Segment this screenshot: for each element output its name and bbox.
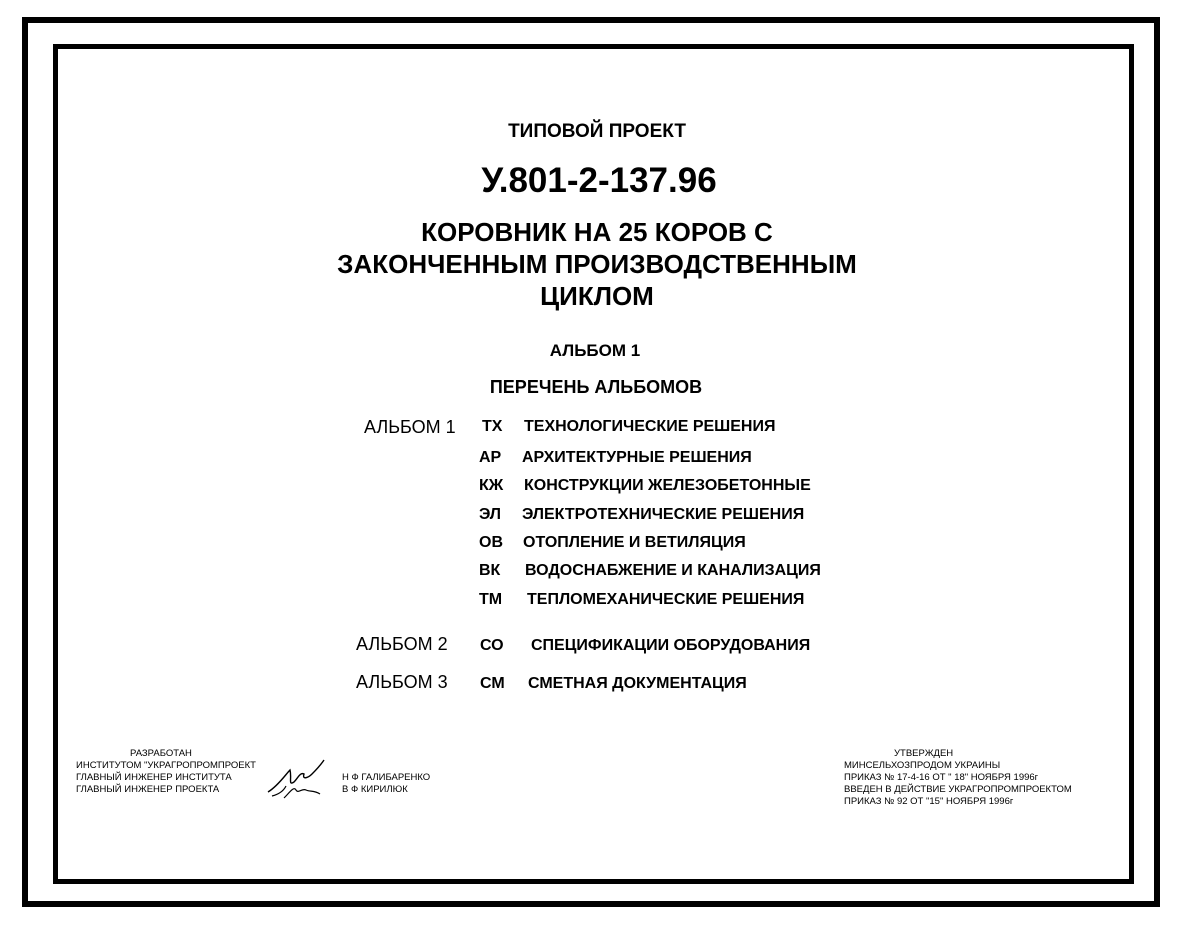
section-code: КЖ bbox=[479, 477, 504, 494]
section-name: ВОДОСНАБЖЕНИЕ И КАНАЛИЗАЦИЯ bbox=[525, 562, 821, 579]
signature-image bbox=[264, 756, 334, 802]
developer-names bbox=[342, 772, 430, 796]
title-line-1: КОРОВНИК НА 25 КОРОВ С bbox=[421, 217, 773, 247]
enactment-order: ПРИКАЗ № 92 ОТ "15" НОЯБРЯ 1996г bbox=[844, 796, 1014, 807]
name-kirilyuk: В Ф КИРИЛЮК bbox=[342, 784, 408, 795]
section-name: АРХИТЕКТУРНЫЕ РЕШЕНИЯ bbox=[522, 449, 752, 466]
name-galibarenko: Н Ф ГАЛИБАРЕНКО bbox=[342, 772, 431, 783]
section-name: ТЕПЛОМЕХАНИЧЕСКИЕ РЕШЕНИЯ bbox=[527, 591, 805, 608]
album-label: АЛЬБОМ 2 bbox=[356, 634, 448, 654]
section-name: СПЕЦИФИКАЦИИ ОБОРУДОВАНИЯ bbox=[531, 637, 811, 654]
title-line-2: ЗАКОНЧЕННЫМ ПРОИЗВОДСТВЕННЫМ bbox=[337, 249, 857, 279]
section-code: СМ bbox=[480, 675, 505, 692]
chief-engineer-institute: ГЛАВНЫЙ ИНЖЕНЕР ИНСТИТУТА bbox=[76, 772, 232, 783]
section-code: АР bbox=[479, 449, 502, 466]
album-heading: АЛЬБОМ 1 bbox=[549, 341, 641, 360]
section-name: КОНСТРУКЦИИ ЖЕЛЕЗОБЕТОННЫЕ bbox=[524, 477, 811, 494]
approved-heading: УТВЕРЖДЕН bbox=[894, 748, 954, 759]
developed-heading: РАЗРАБОТАН bbox=[130, 748, 192, 759]
section-code: ЭЛ bbox=[479, 506, 501, 523]
enacted-by: ВВЕДЕН В ДЕЙСТВИЕ УКРАГРОПРОМПРОЕКТОМ bbox=[844, 784, 1072, 795]
section-name: СМЕТНАЯ ДОКУМЕНТАЦИЯ bbox=[528, 675, 747, 692]
title-line-3: ЦИКЛОМ bbox=[540, 281, 654, 311]
album-list-heading: ПЕРЕЧЕНЬ АЛЬБОМОВ bbox=[489, 377, 703, 397]
section-code: ВК bbox=[479, 562, 501, 579]
approved-block bbox=[844, 748, 1072, 808]
section-code: ОВ bbox=[479, 534, 503, 551]
developed-institute: ИНСТИТУТОМ "УКРАГРОПРОМПРОЕКТ bbox=[76, 760, 256, 771]
project-code: У.801-2-137.96 bbox=[481, 161, 717, 200]
chief-engineer-project: ГЛАВНЫЙ ИНЖЕНЕР ПРОЕКТА bbox=[76, 784, 220, 795]
section-name: ОТОПЛЕНИЕ И ВЕТИЛЯЦИЯ bbox=[523, 534, 746, 551]
album-label: АЛЬБОМ 3 bbox=[356, 672, 448, 692]
section-name: ЭЛЕКТРОТЕХНИЧЕСКИЕ РЕШЕНИЯ bbox=[522, 506, 805, 523]
section-name: ТЕХНОЛОГИЧЕСКИЕ РЕШЕНИЯ bbox=[524, 418, 776, 435]
section-code: СО bbox=[480, 637, 504, 654]
developed-block bbox=[76, 748, 256, 796]
project-title bbox=[337, 216, 857, 312]
approved-ministry: МИНСЕЛЬХОЗПРОДОМ УКРАИНЫ bbox=[844, 760, 1001, 771]
approval-order: ПРИКАЗ № 17-4-16 ОТ " 18" НОЯБРЯ 1996г bbox=[844, 772, 1039, 783]
album-label: АЛЬБОМ 1 bbox=[364, 417, 456, 437]
section-code: ТХ bbox=[482, 418, 503, 435]
project-type: ТИПОВОЙ ПРОЕКТ bbox=[508, 121, 686, 142]
section-code: ТМ bbox=[479, 591, 503, 608]
